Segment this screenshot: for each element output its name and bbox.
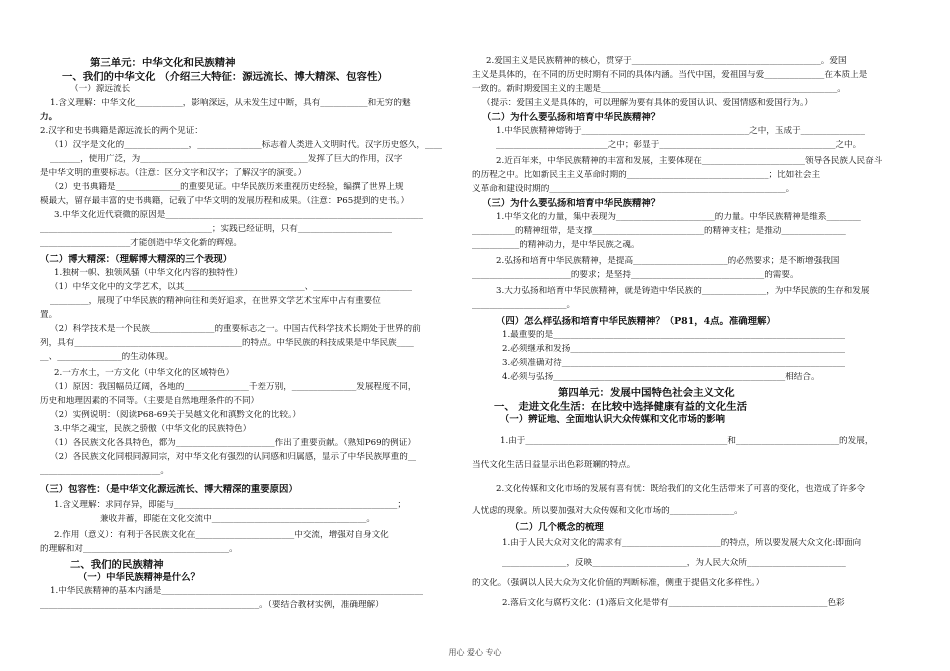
right-text-line: 3.大力弘扬和培育中华民族精神，就是铸造中华民族的_______________，为中华民族的生存和发展 [496, 286, 870, 296]
left-text-line: __、_______________的生动体现。 [40, 352, 174, 362]
right-text-line: 1.中华文化的力量，集中表现为_______________________的力量。中华民族精神是维系________ [496, 212, 861, 222]
left-text-line: 2.一方水土，一方文化（中华文化的区域特色） [54, 368, 235, 378]
left-text-line: （二）博大精深：（理解博大精深的三个表现） [40, 254, 233, 265]
right-text-line: 1.最重要的是____________________________________________________________________ [502, 330, 846, 340]
right-text-line: 1.由于人民大众对文化的需求有_______________________的特点，所以要发展大众文化:即面向 [502, 538, 862, 548]
right-text-line: （提示：爱国主义是具体的，可以理解为要有具体的爱国认识、爱国情感和爱国行为。） [482, 98, 813, 108]
right-text-line: 2.近百年来，中华民族精神的丰富和发展，主要体现在________________________领导各民族人民奋斗 [496, 156, 883, 166]
right-text-line: 4.必须与弘扬______________________________________________________相结合。 [502, 372, 820, 382]
left-text-line: （一）中华民族精神是什么？ [78, 572, 200, 583]
left-text-line: 模最大，留存最丰富的史书典籍，记载了中华文明的发展历程和成果。（注意：P65提到的史书。） [40, 196, 410, 206]
left-text-line: _________，展现了中华民族的精神向往和美好追求，在世界文学艺术宝库中占有重要位 [50, 296, 381, 306]
right-text-line: 的历程之中。比如新民主主义革命时期的_________________________________；比如社会主 [472, 170, 821, 180]
left-text-line: （1）各民族文化各具特色，都为_______________________作出了重要贡献。（熟知P69的例证） [50, 438, 416, 448]
right-text-line: 3.必须准确对待__________________________________________________________________ [502, 358, 846, 368]
left-text-line: 是中华文明的重要标志。（注意：区分文字和汉字；了解汉字的演变。） [40, 168, 307, 178]
left-text-line: ________________________________________；实践已经证明，只有______________________ [40, 224, 393, 234]
left-text-line: 1.独树一帜、独领风骚（中华文化内容的独特性） [54, 268, 243, 278]
right-text-line: （二）几个概念的梳理 [510, 522, 604, 533]
right-text-line: 第四单元：发展中国特色社会主义文化 [558, 387, 735, 399]
left-text-line: （1）原因：我国幅员辽阔，各地的_______________千差万别，_______________发展程度不同， [50, 382, 417, 392]
right-text-line: （三）为什么要弘扬和培育中华民族精神？ [482, 198, 661, 209]
left-text-line: （三）包容性：（是中华文化源远流长、博大精深的重要原因） [40, 484, 298, 495]
right-text-line: 2.文化传媒和文化市场的发展有喜有忧：既给我们的文化生活带来了可喜的变化，也造成了许多令 [496, 484, 866, 494]
right-text-line: 一、 走进文化生活：在比较中选择健康有益的文化生活 [494, 401, 747, 413]
right-text-line: __________的精神纽带，是支撑__________________________的精神支柱；是推动_______________ [472, 226, 846, 236]
left-text-line: （1）汉字是文化的_______________，_______________标志着人类进入文明时代。汉字历史悠久，____ [50, 140, 443, 150]
left-text-line: 第三单元：中华文化和民族精神 [90, 57, 236, 69]
left-text-line: _______，使用广泛，为_______________________________________发挥了巨大的作用，汉字 [50, 154, 403, 164]
left-text-line: 3.中华之魂宝，民族之骄傲（中华文化的民族特色） [54, 424, 252, 434]
left-text-line: （2）科学技术是一个民族_______________的重要标志之一。中国古代科学技术长期处于世界的前 [50, 324, 421, 334]
left-text-line: 历史和地理因素的不同等。（主要是自然地理条件的不同） [40, 396, 260, 406]
right-text-line: __________________________之中；彰显于_________________________________________之中。 [496, 140, 862, 150]
left-text-line: 二、我们的民族精神 [70, 559, 164, 571]
right-text-line: 1.中华民族精神熔铸于_______________________________________之中，玉成于_______________ [496, 126, 866, 136]
left-text-line: 兼收并蓄，即能在文化交流中____________________________________。 [100, 514, 376, 524]
right-text-line: ___________的精神动力，是中华民族之魂。 [472, 240, 640, 250]
right-text-line: 2.爱国主义是民族精神的核心，贯穿于____________________________________________。爱国 [486, 56, 847, 66]
right-text-line: _______________，反映______________________，为人民大众所_______________________ [502, 558, 846, 568]
left-text-line: 置。 [40, 310, 58, 320]
right-text-line: 2.落后文化与腐朽文化：(1)落后文化是带有_____________________________________色彩 [502, 598, 845, 608]
right-text-line: 2.弘扬和培育中华民族精神，是提高______________________的必然要求；是不断增强我国 [496, 256, 840, 266]
right-text-line: 2.必须继承和发扬________________________________________________________________ [502, 344, 846, 354]
left-text-line: （2）实例说明：（阅读P68-69关于吴越文化和滇黔文化的比较。） [50, 410, 301, 420]
right-text-line: （二）为什么要弘扬和培育中华民族精神？ [482, 112, 661, 123]
left-text-line: 列，具有_______________________________________的特点。中华民族的科技成果是中华民族____ [40, 338, 414, 348]
left-text-line: 一、我们的中华文化 （介绍三大特征：源远流长、博大精深、包容性） [62, 71, 388, 83]
left-text-line: （1）中华文化中的文学艺术，以其____________________________、_______________________ [50, 282, 413, 292]
left-text-line: ____________________________。 [40, 466, 169, 476]
left-text-line: 1.含义理解：中华文化___________，影响深远，从未发生过中断，具有___________和无穷的魅 [50, 98, 411, 108]
right-text-line: 当代文化生活日益显示出色彩斑斓的特点。 [472, 460, 636, 470]
left-text-line: ___________________________________________________。（要结合教材实例，准确理解） [40, 600, 384, 610]
right-text-line: （四）怎么样弘扬和培育中华民族精神？（P81，4点。准确理解） [496, 316, 776, 327]
right-text-line: _______________________的要求；是坚持_______________________________的需要。 [472, 270, 799, 280]
left-text-line: 2.汉字和史书典籍是源远流长的两个见证： [40, 126, 203, 136]
right-text-line: 义革命和建设时期的_______________________________________________________。 [472, 184, 795, 194]
right-text-line: 的文化。（强调以人民大众为文化价值的判断标准，侧重于提倡文化多样性。） [472, 578, 765, 588]
right-text-line: 人忧虑的现象。所以要加强对大众传媒和文化市场的_______________。 [472, 506, 743, 516]
left-text-line: （2）史书典籍是_______________的重要见证。中华民族历来重视历史经验，编撰了世界上规 [50, 182, 404, 192]
right-text-line: 一致的。新时期爱国主义的主题是_______________________________________________________。 [472, 84, 846, 94]
right-text-line: 1.由于_______________________________________________和________________________的发展， [500, 436, 874, 446]
left-text-line: 1.含义理解：求同存异，即能与____________________________________________________； [54, 500, 406, 510]
left-text-line: （一）源远流长 [70, 84, 131, 94]
left-text-line: 的理解和对__________________________________。 [40, 544, 238, 554]
page-footer: 用心 爱心 专心 [448, 648, 502, 657]
left-text-line: 3.中华文化近代衰微的原因是____________________________________________________________ [54, 210, 424, 220]
left-text-line: 1.中华民族精神的基本内涵是_____________________________________________________________ [50, 586, 424, 596]
left-text-line: 2.作用（意义）：有利于各民族文化在_______________________中交流，增强对自身文化 [54, 530, 389, 540]
right-text-line: （一）辨证地、全面地认识大众传媒和文化市场的影响 [500, 414, 726, 425]
left-text-line: _____________________才能创造中华文化新的辉煌。 [40, 238, 242, 248]
left-text-line: 力。 [40, 112, 58, 122]
left-text-line: （2）各民族文化同根同源同宗，对中华文化有强烈的认同感和归属感，显示了中华民族厚重的__ [50, 452, 417, 462]
right-text-line: ______________________。 [472, 300, 576, 310]
right-text-line: 主义是具体的，在不同的历史时期有不同的具体内涵。当代中国，爱祖国与爱______________在本质上是 [472, 70, 868, 80]
